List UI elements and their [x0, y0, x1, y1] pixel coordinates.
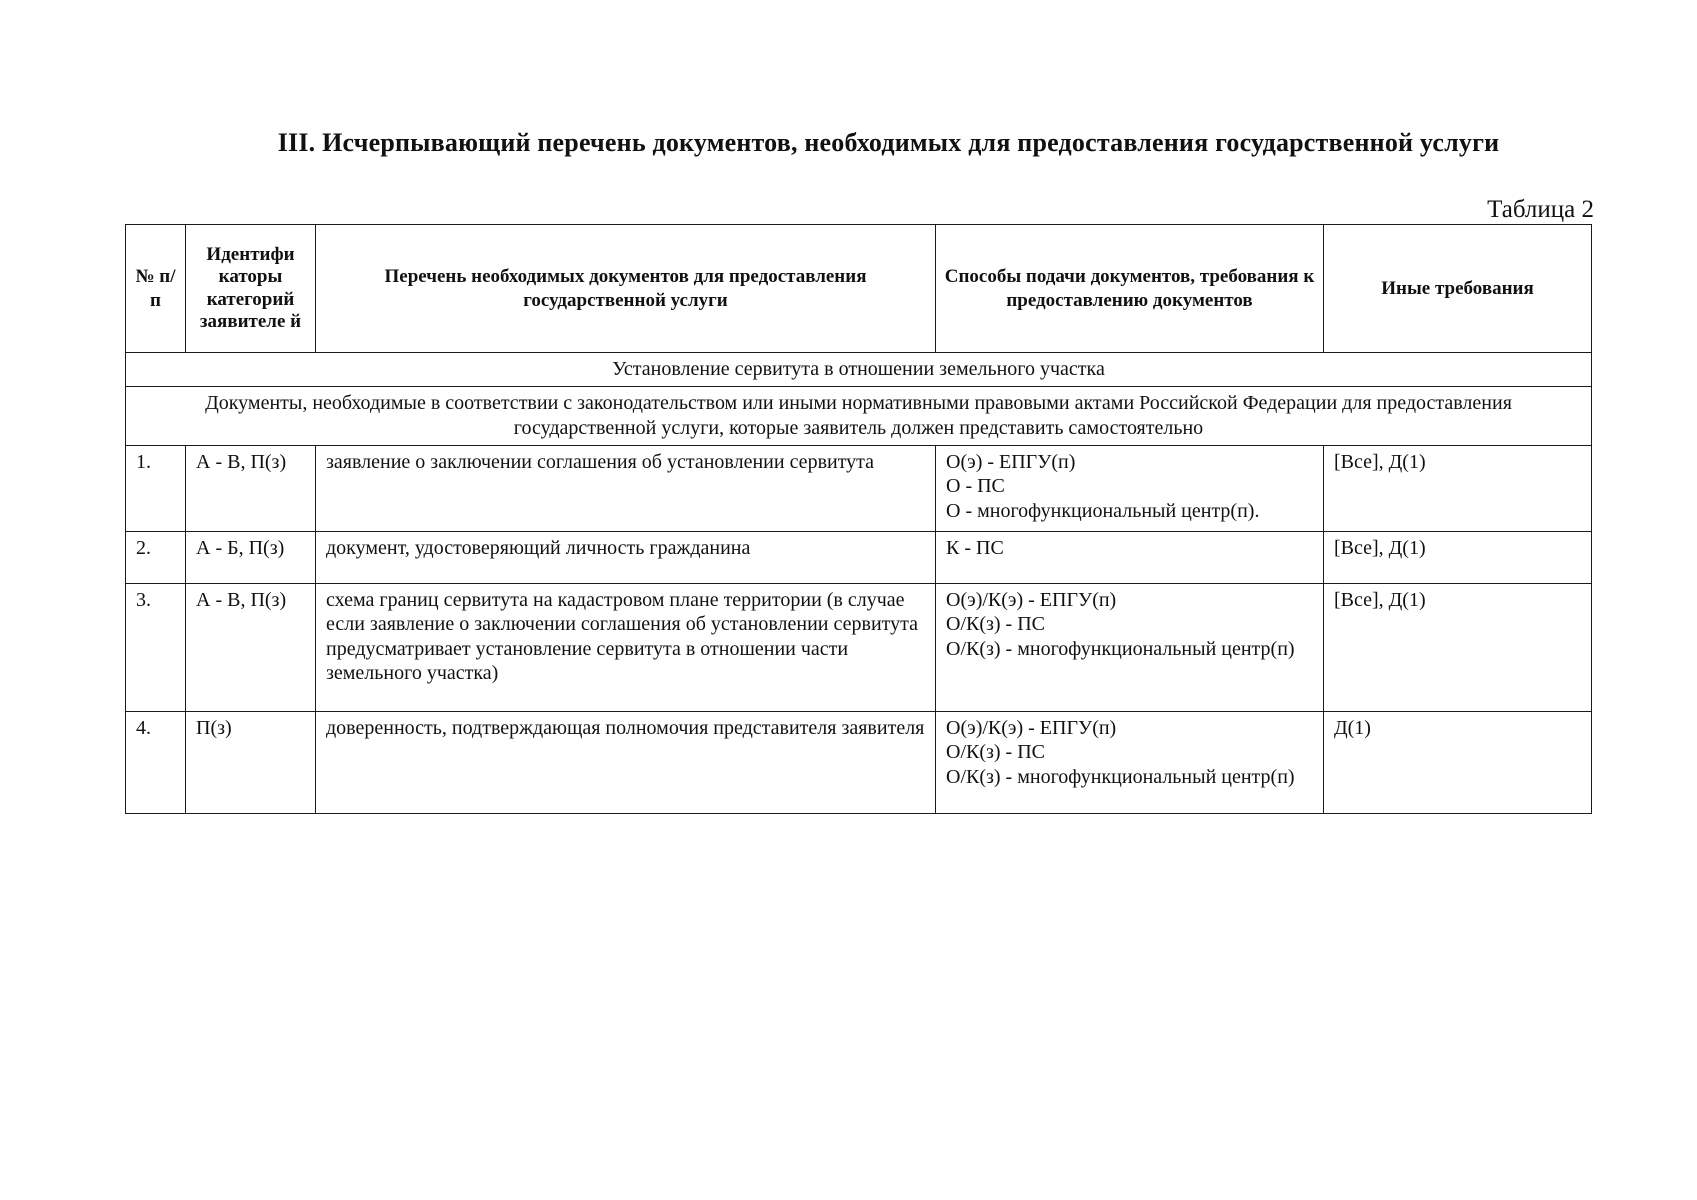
row-submission: [936, 712, 1324, 814]
submission-line: О/К(з) - многофункциональный центр(п): [946, 637, 1295, 660]
row-submission: [936, 446, 1324, 532]
table-row: [126, 532, 1592, 584]
header-documents: Перечень необходимых документов для предоставления государственной услуги: [316, 225, 936, 353]
submission-line: О(э)/К(э) - ЕПГУ(п): [946, 589, 1117, 611]
submission-line: О - ПС: [946, 475, 1005, 498]
row-categories: А - Б, П(з): [186, 532, 316, 584]
table-caption: Таблица 2: [1487, 196, 1594, 223]
table-row: [126, 712, 1592, 814]
row-other: [Все], Д(1): [1324, 446, 1592, 532]
section-row: [126, 353, 1592, 387]
submission-line: О/К(з) - многофункциональный центр(п): [946, 765, 1295, 788]
row-categories: А - В, П(з): [186, 446, 316, 532]
submission-line: О - многофункциональный центр(п).: [946, 499, 1260, 522]
subsection-title: Документы, необходимые в соответствии с законодательством или иными нормативными правовыми актами Российской Федерации для предоставления государственной услуги, которые заявитель должен представить самостоятельно: [126, 387, 1592, 446]
header-num: № п/п: [126, 225, 186, 353]
table-row: [126, 584, 1592, 712]
row-number: 2.: [126, 532, 186, 584]
row-submission: [936, 532, 1324, 584]
header-other: Иные требования: [1324, 225, 1592, 353]
row-number: 3.: [126, 584, 186, 712]
row-number: 4.: [126, 712, 186, 814]
page-title: III. Исчерпывающий перечень документов, необходимых для предоставления государственной услуги: [277, 128, 1500, 157]
row-document: схема границ сервитута на кадастровом плане территории (в случае если заявление о заключении соглашения об установлении сервитута предусматривает установление сервитута в отношении части земельного участка): [316, 584, 936, 712]
row-categories: П(з): [186, 712, 316, 814]
row-other: Д(1): [1324, 712, 1592, 814]
submission-line: О(э) - ЕПГУ(п): [946, 451, 1076, 473]
submission-line: О/К(з) - ПС: [946, 741, 1046, 764]
row-document: заявление о заключении соглашения об установлении сервитута: [316, 446, 936, 532]
submission-line: О(э)/К(э) - ЕПГУ(п): [946, 717, 1117, 739]
row-other: [Все], Д(1): [1324, 532, 1592, 584]
submission-line: К - ПС: [946, 537, 1004, 559]
submission-line: О/К(з) - ПС: [946, 613, 1046, 636]
row-document: доверенность, подтверждающая полномочия представителя заявителя: [316, 712, 936, 814]
row-categories: А - В, П(з): [186, 584, 316, 712]
row-submission: [936, 584, 1324, 712]
row-other: [Все], Д(1): [1324, 584, 1592, 712]
header-categories: Идентифи каторы категорий заявителе й: [186, 225, 316, 353]
section-title: Установление сервитута в отношении земельного участка: [126, 353, 1592, 387]
table-row: [126, 446, 1592, 532]
table-header-row: [126, 225, 1592, 353]
header-submission: Способы подачи документов, требования к предоставлению документов: [936, 225, 1324, 353]
row-document: документ, удостоверяющий личность гражданина: [316, 532, 936, 584]
documents-table: [125, 224, 1592, 814]
subsection-row: [126, 387, 1592, 446]
row-number: 1.: [126, 446, 186, 532]
